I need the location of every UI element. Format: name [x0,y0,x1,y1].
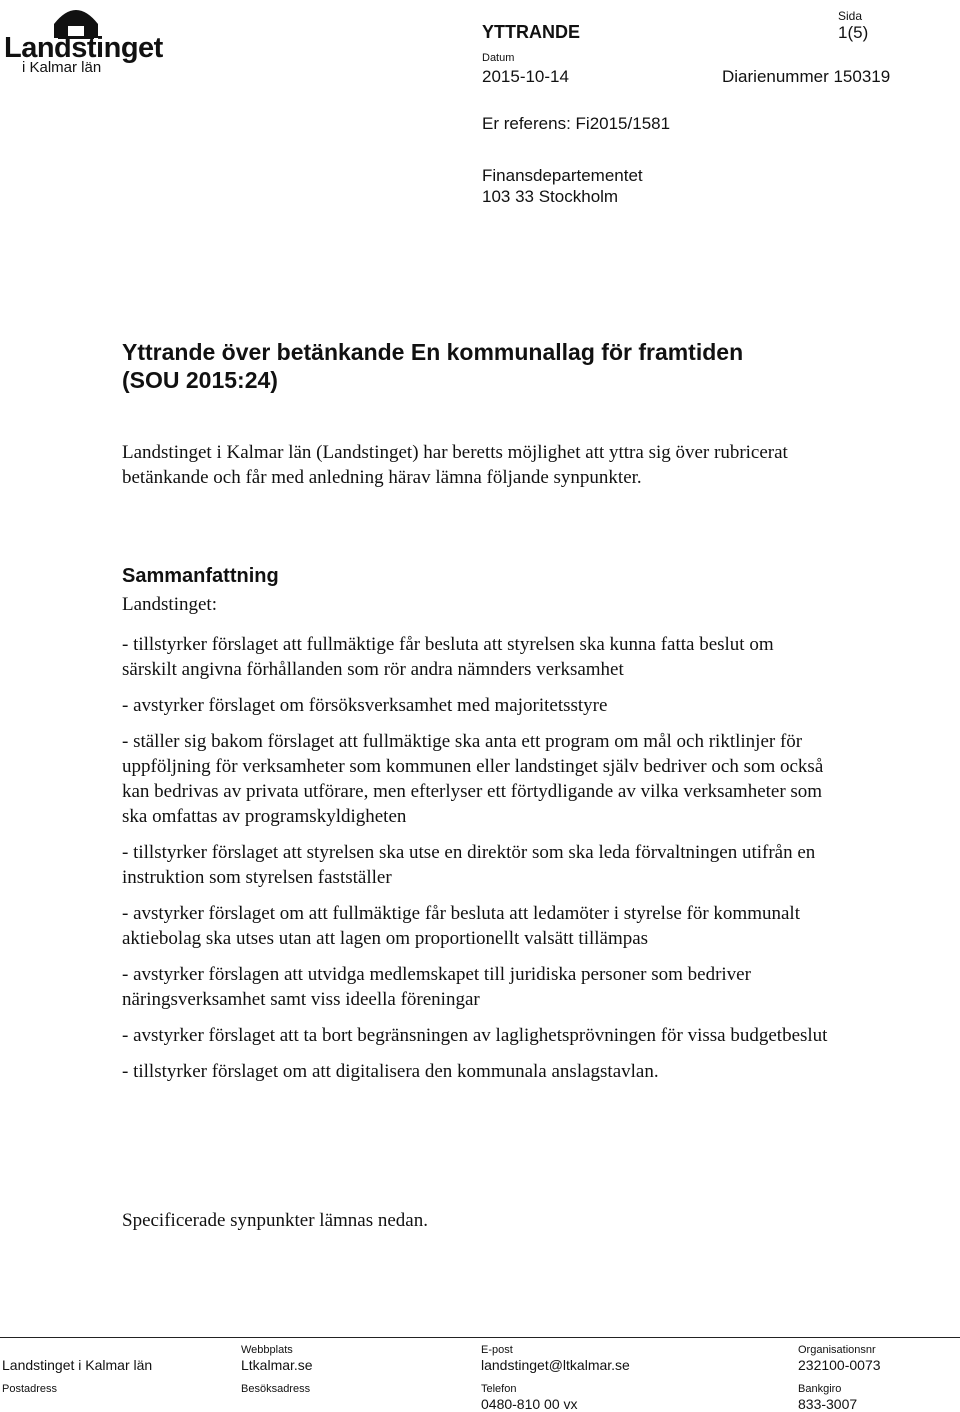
footer-visit-label: Besöksadress [241,1383,311,1395]
footer-email-label: E-post [481,1344,513,1356]
list-item: - avstyrker förslaget om att fullmäktige får besluta att ledamöter i styrelse för kommunalt aktiebolag ska utses utan att lagen om proportionellt valsätt tillämpas [122,903,800,949]
document-title: Yttrande över betänkande En kommunallag för framtiden (SOU 2015:24) [122,339,744,393]
footer-web-link[interactable]: Ltkalmar.se [241,1357,313,1373]
summary-points [122,632,832,1095]
footer-orgnr-value: 232100-0073 [798,1357,881,1373]
page-label: Sida [838,9,863,23]
list-item: - avstyrker förslaget om försöksverksamhet med majoritetsstyre [122,695,608,716]
logo-subtitle: i Kalmar län [22,59,102,76]
summary-lead: Landstinget: [122,594,217,615]
page-number: 1(5) [838,23,869,42]
footer-orgnr-label: Organisationsnr [798,1344,876,1356]
list-item: - ställer sig bakom förslaget att fullmäktige ska anta ett program om mål och riktlinjer för uppföljning för verksamheter som kommunen eller landstinget själv bedriver och som också kan bedrivas av privata utförare, men efterlyser ett förtydligande av vilka verksamheter som ska omfattas av programskyldigheten [122,731,824,827]
date-value: 2015-10-14 [482,67,569,86]
footer-phone-value: 0480-810 00 vx [481,1396,578,1412]
intro-paragraph: Landstinget i Kalmar län (Landstinget) har beretts möjlighet att yttra sig över rubricerat betänkande och får med anledning härav lämna följande synpunkter. [122,442,788,488]
footer-web-label: Webbplats [241,1344,293,1356]
footer-email-link[interactable]: landstinget@ltkalmar.se [481,1357,630,1373]
list-item: - avstyrker förslaget att ta bort begränsningen av laglighetsprövningen för vissa budgetbeslut [122,1025,828,1046]
reference: Er referens: Fi2015/1581 [482,114,671,133]
footer-bankgiro-value: 833-3007 [798,1396,858,1412]
document-type: YTTRANDE [482,22,580,42]
diary-number: Diarienummer 150319 [722,67,891,86]
summary-heading: Sammanfattning [122,565,279,587]
list-item: - tillstyrker förslaget att styrelsen ska utse en direktör som ska leda förvaltningen utifrån en instruktion som styrelsen fastställer [122,842,816,888]
date-label: Datum [482,52,515,64]
list-item: - avstyrker förslagen att utvidga medlemskapet till juridiska personer som bedriver näringsverksamhet samt viss ideella föreningar [122,964,751,1010]
logo-wordmark: Landstinget [4,32,163,64]
footer-divider [0,1337,960,1338]
footer-bankgiro-label: Bankgiro [798,1383,842,1395]
recipient-address [482,165,643,207]
list-item: - tillstyrker förslaget om att digitalisera den kommunala anslagstavlan. [122,1061,659,1082]
recipient-city: 103 33 Stockholm [482,187,619,206]
footer-phone-label: Telefon [481,1383,517,1395]
footer-org-name: Landstinget i Kalmar län [2,1357,153,1373]
recipient-name: Finansdepartementet [482,166,643,185]
list-item: - tillstyrker förslaget att fullmäktige får besluta att styrelsen ska kunna fatta beslut om särskilt angivna förhållanden som rör andra nämnders verksamhet [122,634,774,680]
closing-line: Specificerade synpunkter lämnas nedan. [122,1210,428,1231]
footer-postal-label: Postadress [2,1383,58,1395]
